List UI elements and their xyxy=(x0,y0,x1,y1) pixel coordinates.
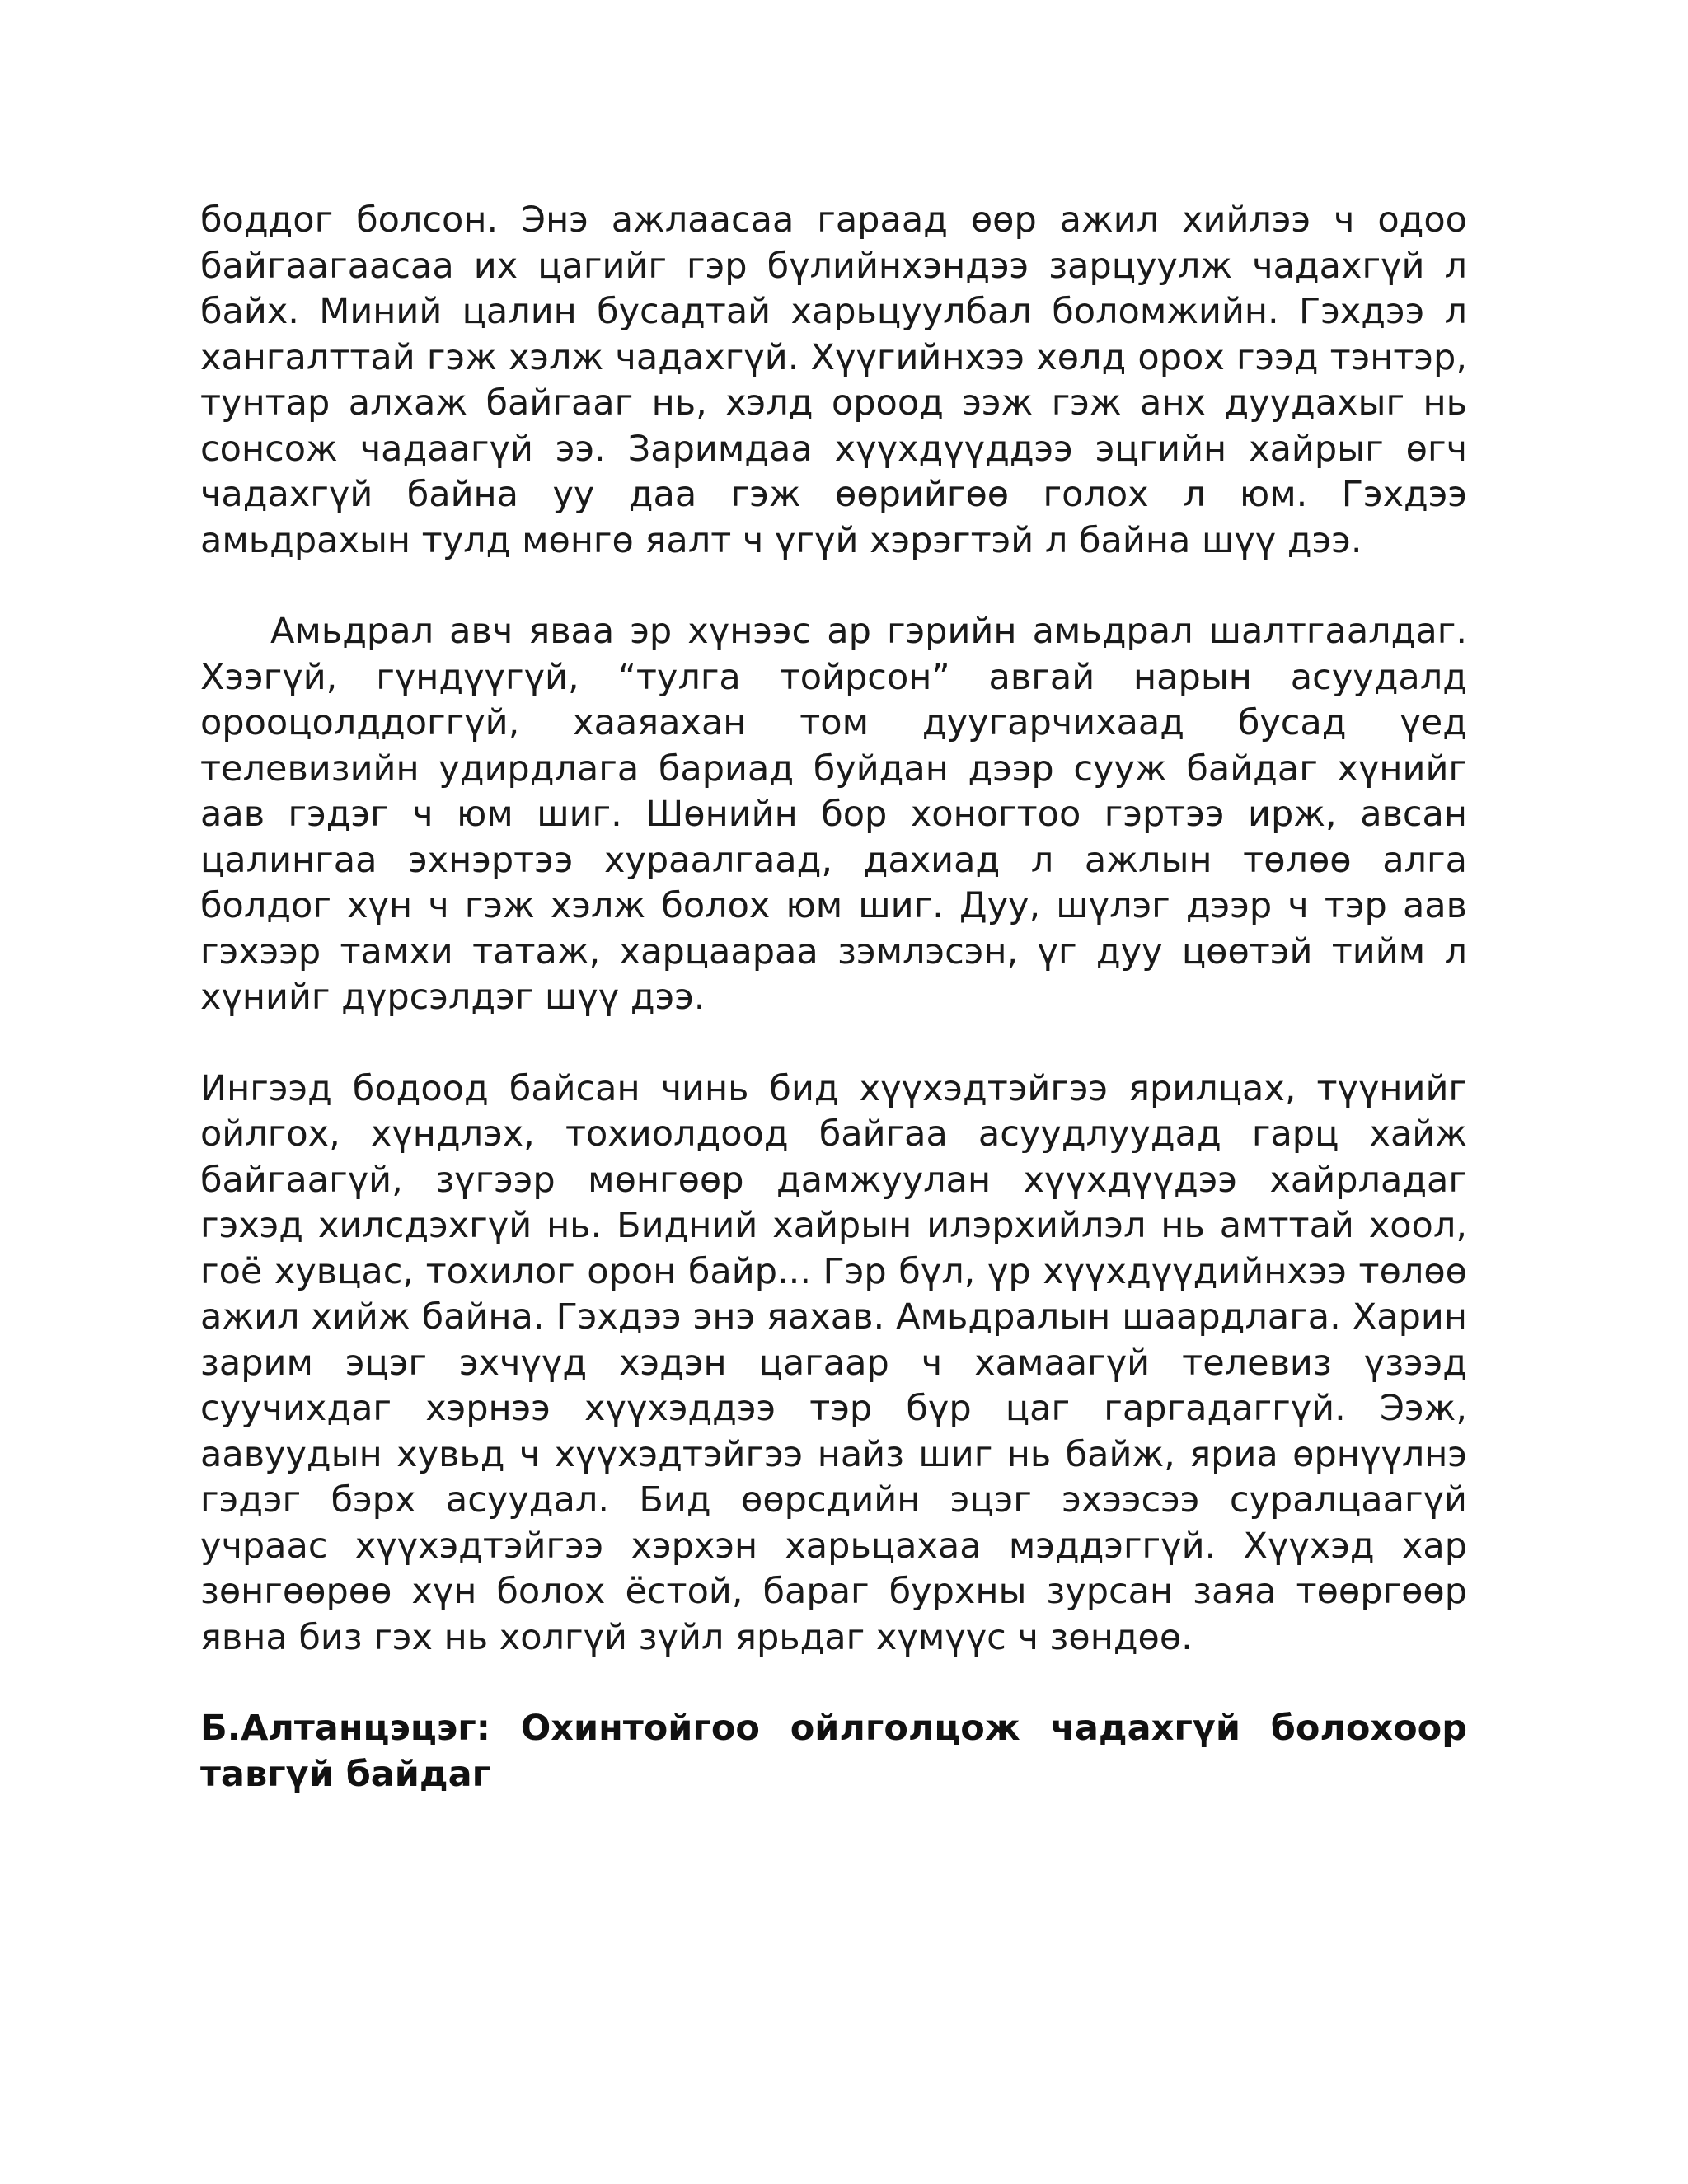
paragraph-gap xyxy=(200,1021,1467,1066)
paragraph-3: Ингээд бодоод байсан чинь бид хүүхэдтэйгээ ярилцах, түүнийг ойлгох, хүндлэх, тохиолдоод байгаа асуудлуудад гарц хайж байгаагүй, зүгээр мөнгөөр дамжуулан хүүхдүүдээ хайрладаг гэхэд хилсдэхгүй нь. Бидний хайрын илэрхийлэл нь амттай хоол, гоё хувцас, тохилог орон байр... Гэр бүл, үр хүүхдүүдийнхээ төлөө ажил хийж байна. Гэхдээ энэ яахав. Амьдралын шаардлага. Харин зарим эцэг эхчүүд хэдэн цагаар ч хамаагүй телевиз үзээд суучихдаг хэрнээ хүүхэддээ тэр бүр цаг гаргадаггүй. Ээж, аавуудын хувьд ч хүүхэдтэйгээ найз шиг нь байж, яриа өрнүүлнэ гэдэг бэрх асуудал. Бид өөрсдийн эцэг эхээсээ суралцаагүй учраас хүүхэдтэйгээ хэрхэн харьцахаа мэддэггүй. Хүүхэд хар зөнгөөрөө хүн болох ёстой, бараг бурхны зурсан заяа төөргөөр явна биз гэх нь холгүй зүйл ярьдаг хүмүүс ч зөндөө. xyxy=(200,1067,1467,1658)
section-heading: Б.Алтанцэцэг: Охинтойгоо ойлголцож чадахгүй болохоор тавгүй байдаг xyxy=(200,1708,1467,1795)
paragraph-1: боддог болсон. Энэ ажлаасаа гараад өөр ажил хийлээ ч одоо байгаагаасаа их цагийг гэр бүлийнхэндээ зарцуулж чадахгүй л байх. Миний цалин бусадтай харьцуулбал боломжийн. Гэхдээ л хангалттай гэж хэлж чадахгүй. Хүүгийнхээ хөлд орох гээд тэнтэр, тунтар алхаж байгааг нь, хэлд ороод ээж гэж анх дуудахыг нь сонсож чадаагүй ээ. Заримдаа хүүхдүүддээ эцгийн хайрыг өгч чадахгүй байна уу даа гэж өөрийгөө голох л юм. Гэхдээ амьдрахын тулд мөнгө яалт ч үгүй хэрэгтэй л байна шүү дээ. xyxy=(200,199,1467,561)
paragraph-gap xyxy=(200,564,1467,609)
paragraph-2: Амьдрал авч яваа эр хүнээс ар гэрийн амьдрал шалтгаалдаг. Хээгүй, гүндүүгүй, “тулга тойрсон” авгай нарын асуудалд орооцолддоггүй, хааяахан том дуугарчихаад бусад үед телевизийн удирдлага бариад буйдан дээр сууж байдаг хүнийг аав гэдэг ч юм шиг. Шөнийн бор хоногтоо гэртээ ирж, авсан цалингаа эхнэртээ хураалгаад, дахиад л ажлын төлөө алга болдог хүн ч гэж хэлж болох юм шиг. Дуу, шүлэг дээр ч тэр аав гэхээр тамхи татаж, харцаараа зэмлэсэн, үг дуу цөөтэй тийм л хүнийг дүрсэлдэг шүү дээ. xyxy=(200,611,1467,1018)
document-body xyxy=(200,198,1467,1797)
paragraph-gap xyxy=(200,1661,1467,1706)
